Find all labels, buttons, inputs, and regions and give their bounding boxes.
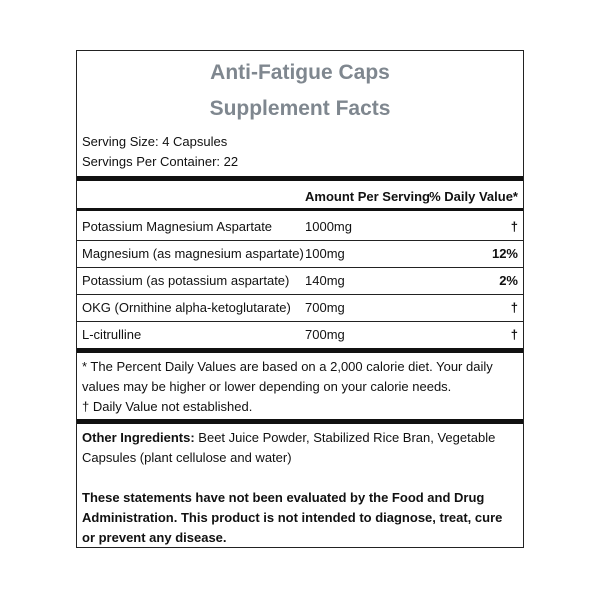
ingredient-name: Potassium (as potassium aspartate) <box>82 273 290 288</box>
table-row <box>77 240 523 267</box>
product-name: Anti-Fatigue Caps <box>210 61 390 84</box>
ingredient-name: Potassium Magnesium Aspartate <box>82 219 273 234</box>
serving-size: Serving Size: 4 Capsules <box>82 134 228 149</box>
table-row <box>77 213 523 240</box>
ingredient-dv: 12% <box>491 246 518 261</box>
thick-divider <box>77 419 523 424</box>
other-ingredients-label: Other Ingredients: <box>82 430 195 445</box>
table-row <box>77 267 523 294</box>
ingredient-name: OKG (Ornithine alpha-ketoglutarate) <box>82 300 291 315</box>
other-ingredients-text: Beet Juice Powder, Stabilized Rice Bran, Vegetable Capsules (plant cellulose and water) <box>82 430 496 465</box>
fda-disclaimer: These statements have not been evaluated by the Food and Drug Administration. This product is not intended to diagnose, treat, cure or prevent any disease. <box>82 490 503 545</box>
percent-dv-footnote: * The Percent Daily Values are based on a 2,000 calorie diet. Your daily values may be higher or lower depending on your calorie needs. <box>82 359 493 394</box>
footnotes <box>82 357 518 417</box>
ingredient-amount: 140mg <box>305 273 345 288</box>
other-ingredients <box>82 428 518 468</box>
ingredient-dv: † <box>510 327 518 342</box>
thick-divider <box>77 176 523 181</box>
ingredient-dv: † <box>510 300 518 315</box>
ingredient-name: L-citrulline <box>82 327 142 342</box>
table-header <box>77 182 523 210</box>
amount-per-serving-header: Amount Per Serving <box>305 189 430 204</box>
daily-value-header: % Daily Value* <box>429 189 518 204</box>
table-row <box>77 294 523 321</box>
ingredient-dv: 2% <box>499 273 518 288</box>
supplement-facts-panel <box>76 50 524 548</box>
header-divider <box>77 208 523 211</box>
ingredient-amount: 700mg <box>305 327 345 342</box>
panel-title: Supplement Facts <box>209 97 391 120</box>
ingredient-name: Magnesium (as magnesium aspartate) <box>82 246 304 261</box>
ingredient-dv: † <box>510 219 518 234</box>
ingredient-amount: 700mg <box>305 300 345 315</box>
table-row <box>77 321 523 348</box>
thick-divider <box>77 348 523 353</box>
servings-per-container: Servings Per Container: 22 <box>82 154 239 169</box>
dv-not-established-footnote: † Daily Value not established. <box>82 399 253 414</box>
ingredient-amount: 100mg <box>305 246 345 261</box>
ingredient-amount: 1000mg <box>305 219 352 234</box>
